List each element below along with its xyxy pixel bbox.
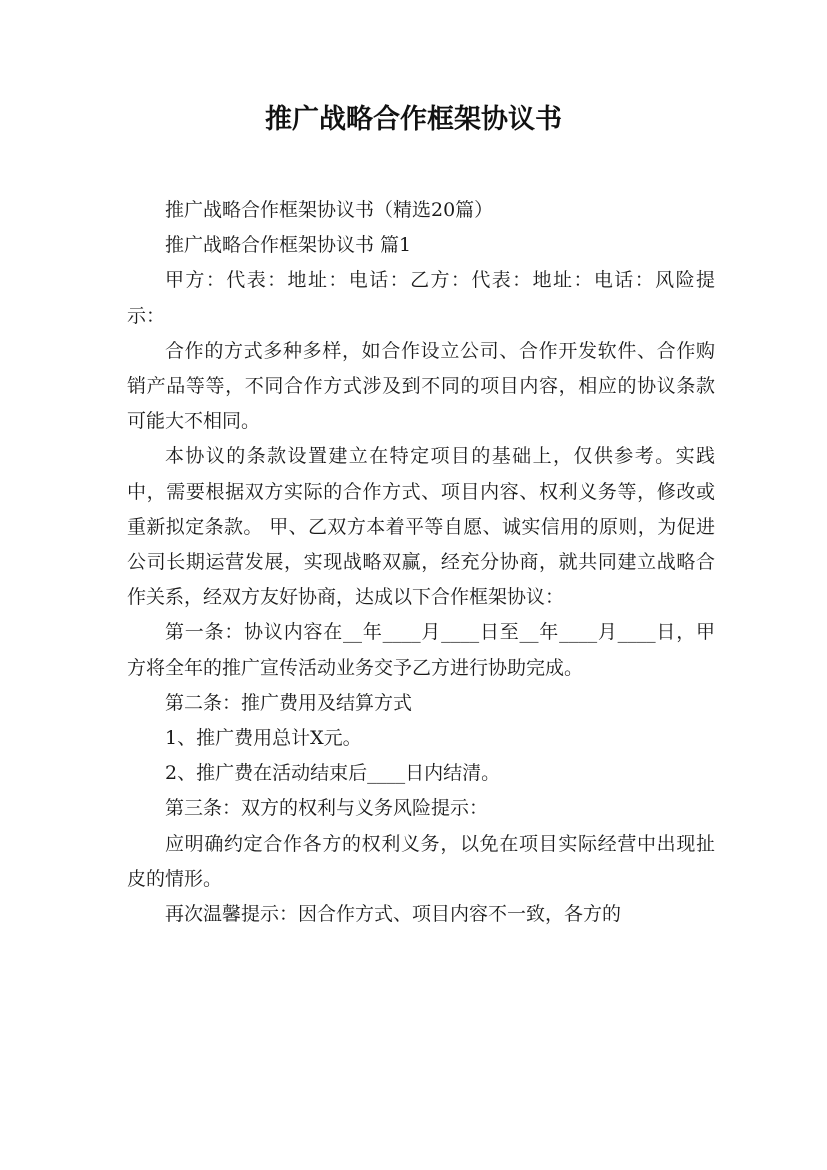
list-item: 1、推广费用总计X元。 bbox=[165, 727, 362, 750]
subtitle-paragraph: 推广战略合作框架协议书（精选20篇） bbox=[165, 199, 494, 221]
document-body bbox=[127, 193, 715, 932]
document-title: 推广战略合作框架协议书 bbox=[265, 104, 562, 135]
article-3-heading: 第三条：双方的权利与义务风险提示： bbox=[165, 797, 489, 820]
article-1-paragraph: 第一条：协议内容在__年____月____日至__年____月____日，甲方将全年的推广宣传活动业务交予乙方进行协助完成。 bbox=[127, 621, 715, 679]
body-paragraph: 应明确约定合作各方的权利义务，以免在项目实际经营中出现扯皮的情形。 bbox=[127, 832, 715, 890]
parties-paragraph: 甲方：代表：地址：电话：乙方：代表：地址：电话：风险提示： bbox=[127, 269, 715, 327]
section-heading: 推广战略合作框架协议书 篇1 bbox=[165, 234, 412, 257]
article-2-heading: 第二条：推广费用及结算方式 bbox=[165, 691, 413, 714]
body-paragraph: 合作的方式多种多样，如合作设立公司、合作开发软件、合作购销产品等等，不同合作方式涉及到不同的项目内容，相应的协议条款可能大不相同。 bbox=[127, 339, 715, 433]
list-item: 2、推广费在活动结束后____日内结清。 bbox=[165, 762, 501, 785]
body-paragraph: 本协议的条款设置建立在特定项目的基础上，仅供参考。实践中，需要根据双方实际的合作方式、项目内容、权利义务等，修改或重新拟定条款。 甲、乙双方本着平等自愿、诚实信用的原则，为促进公司长期运营发展，实现战略双赢，经充分协商，就共同建立战略合作关系，经双方友好协商，达成以下合作框架协议： bbox=[127, 445, 715, 609]
body-paragraph: 再次温馨提示：因合作方式、项目内容不一致，各方的 bbox=[165, 903, 622, 926]
